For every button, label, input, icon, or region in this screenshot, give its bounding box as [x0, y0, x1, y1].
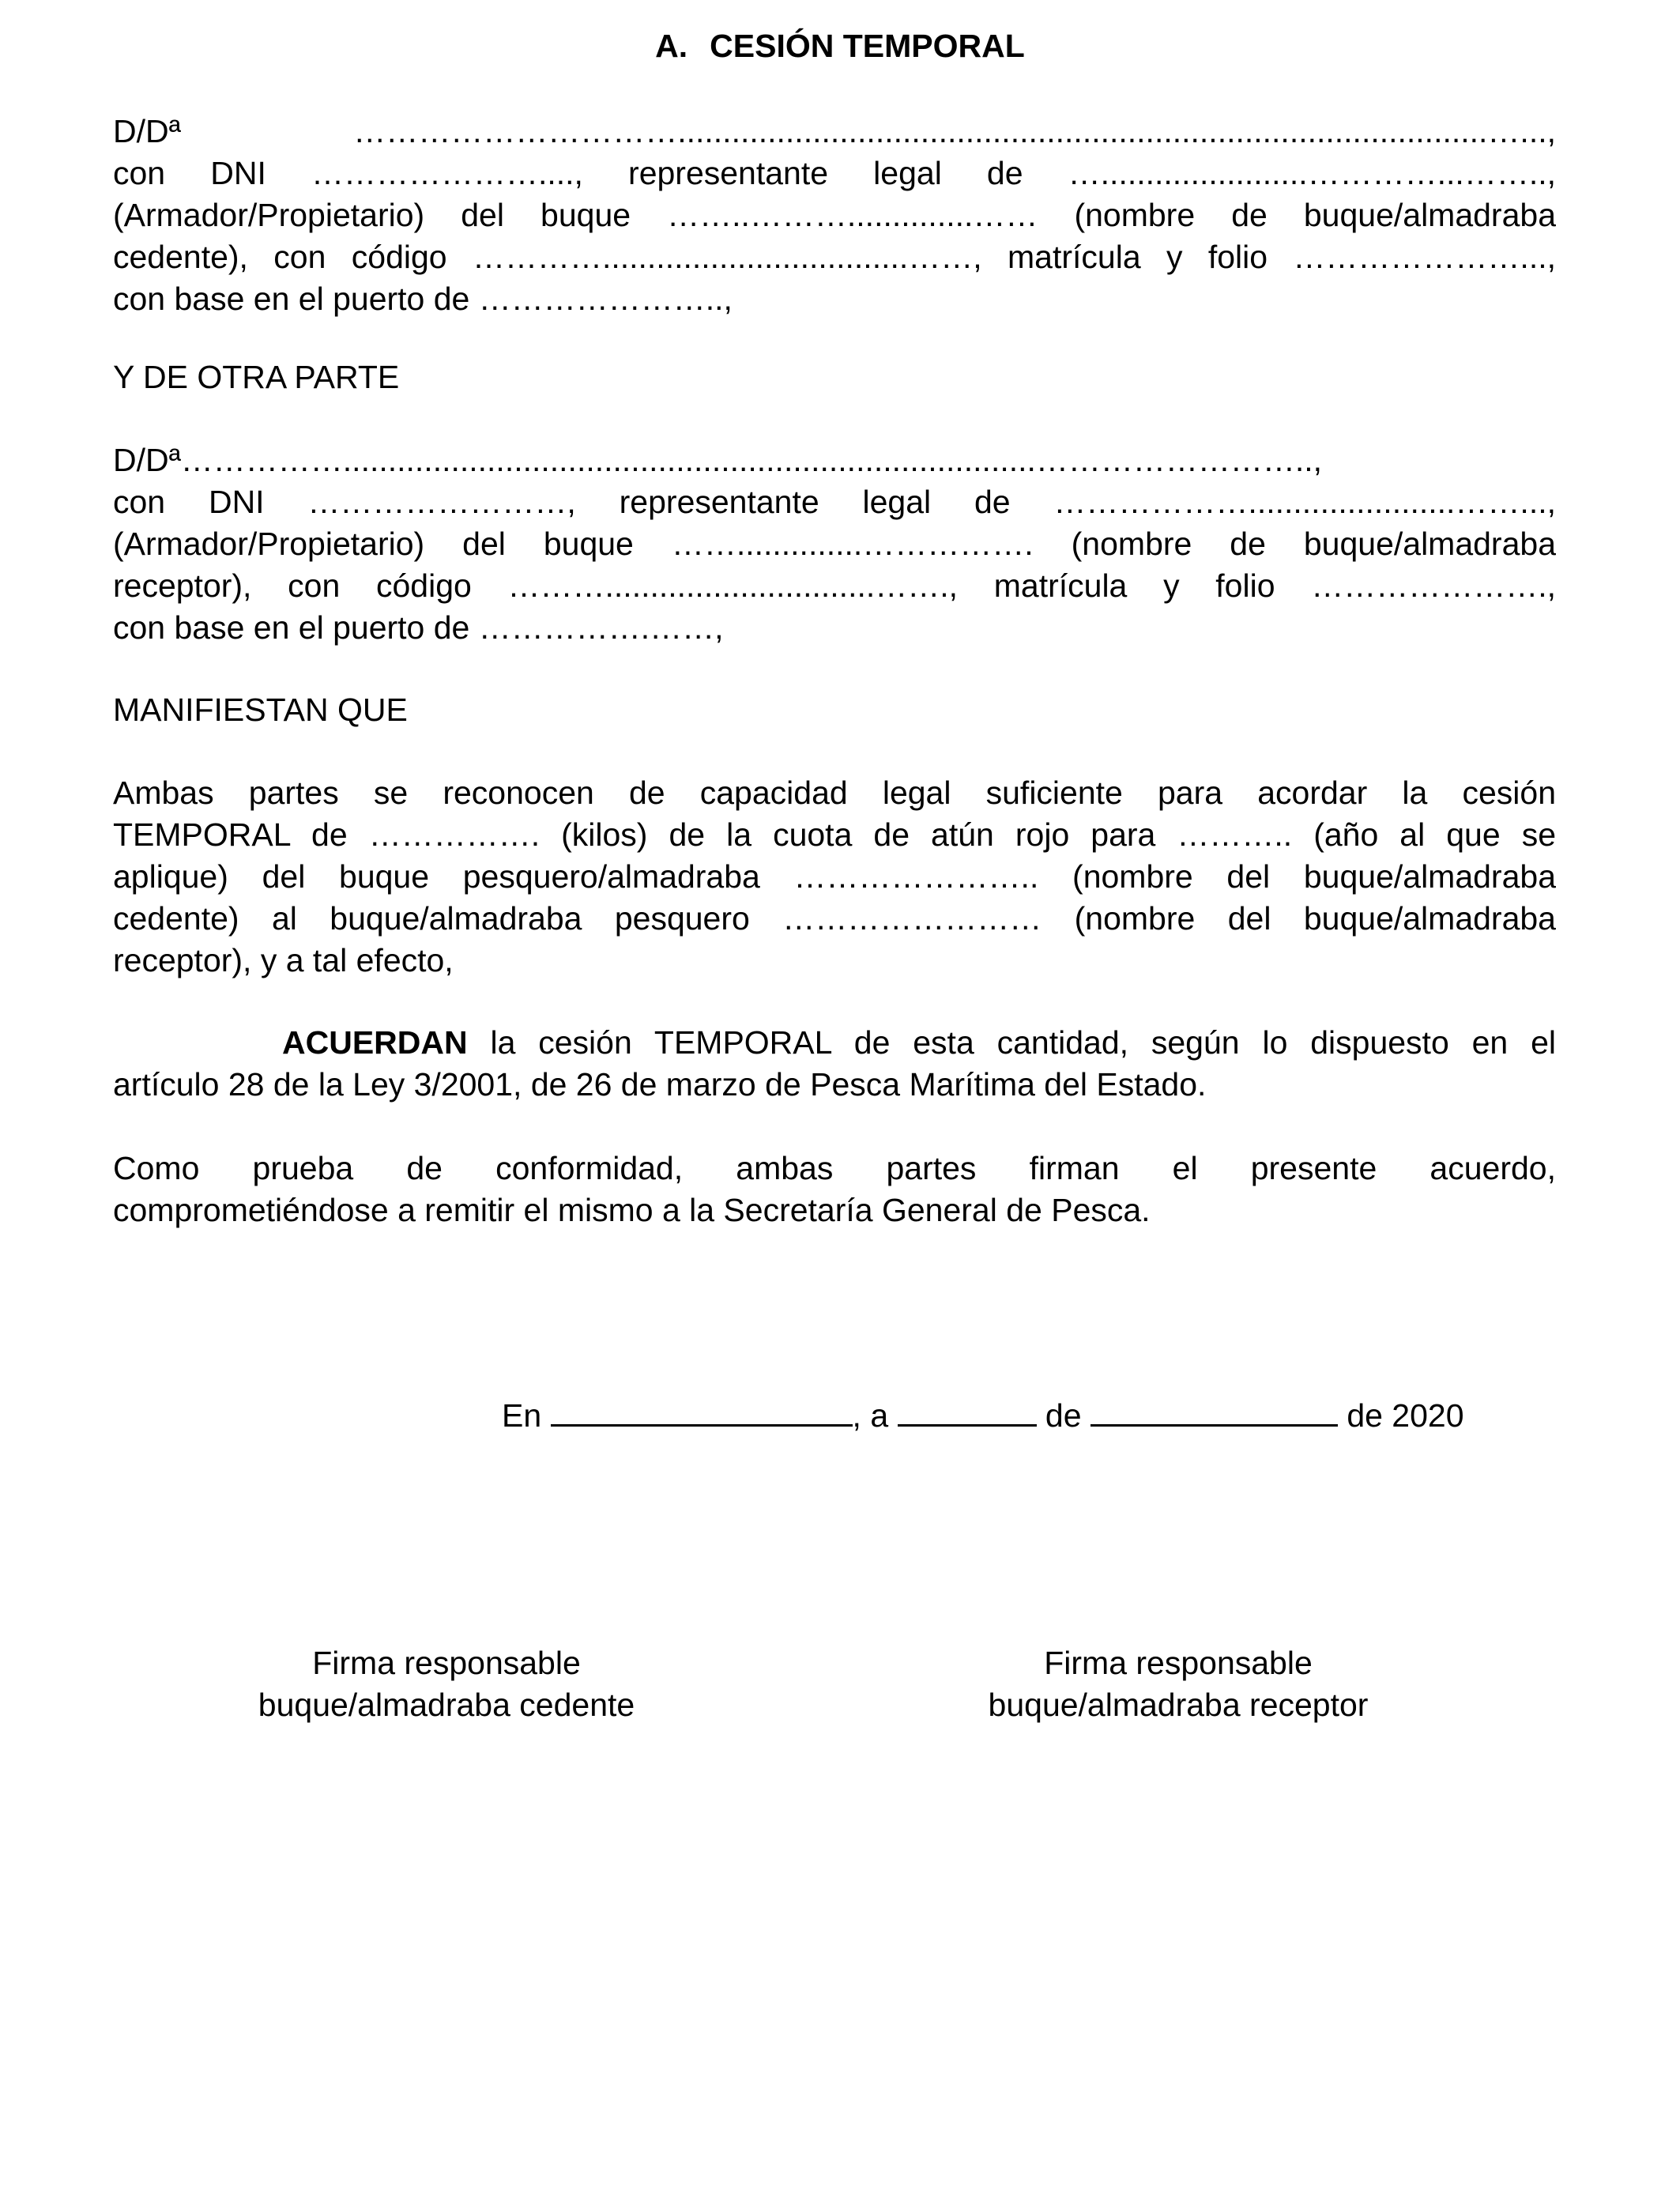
manifiestan-heading: MANIFIESTAN QUE [113, 692, 408, 728]
place-blank-field[interactable] [551, 1393, 853, 1427]
agreement-paragraph [113, 772, 1556, 982]
signature-cedente [205, 1642, 687, 1726]
party-cedente-block [113, 111, 1556, 320]
date-de: de [1036, 1397, 1090, 1434]
title-text: CESIÓN TEMPORAL [710, 28, 1025, 64]
party-receptor-line: receptor), con código ………..............................……., matrícula y folio …………………., [113, 567, 1556, 604]
acuerdan-line: artículo 28 de la Ley 3/2001, de 26 de marzo de Pesca Marítima del Estado. [113, 1066, 1207, 1103]
date-a: , a [852, 1397, 898, 1434]
signature-receptor-line2: buque/almadraba receptor [988, 1687, 1369, 1723]
day-blank-field[interactable] [898, 1393, 1037, 1427]
agreement-line: aplique) del buque pesquero/almadraba ………………….. (nombre del buque/almadraba [113, 858, 1556, 895]
signature-cedente-line2: buque/almadraba cedente [258, 1687, 635, 1723]
signature-receptor [937, 1642, 1419, 1726]
date-year: de 2020 [1337, 1397, 1464, 1434]
party-cedente-line: cedente), con código …………..................................……, matrícula y folio …………………..., [113, 239, 1556, 275]
date-prefix: En [502, 1397, 551, 1434]
other-party-heading-block [113, 356, 1556, 398]
date-line [502, 1393, 1464, 1438]
month-blank-field[interactable] [1090, 1393, 1338, 1427]
acuerdan-keyword: ACUERDAN [282, 1024, 468, 1061]
conformidad-paragraph [113, 1148, 1556, 1231]
acuerdan-line [113, 1022, 1556, 1064]
party-receptor-line: con base en el puerto de …………….……, [113, 609, 724, 646]
party-receptor-line: D/Dª…………….............................................................................…………………….., [113, 442, 1323, 478]
party-receptor-line: con DNI ……………………, representante legal de ……………….......................……..., [113, 484, 1556, 520]
conformidad-line: Como prueba de conformidad, ambas partes firman el presente acuerdo, [113, 1150, 1556, 1186]
party-cedente-line: (Armador/Propietario) del buque ……..………..............…… (nombre de buque/almadraba [113, 197, 1556, 233]
agreement-line: Ambas partes se reconocen de capacidad legal suficiente para acordar la cesión [113, 775, 1556, 811]
signature-cedente-line1: Firma responsable [312, 1645, 581, 1681]
agreement-line: TEMPORAL de ……………. (kilos) de la cuota de atún rojo para ……….. (año al que se [113, 816, 1556, 853]
title-section-letter: A. [655, 28, 688, 64]
conformidad-line: comprometiéndose a remitir el mismo a la Secretaría General de Pesca. [113, 1192, 1151, 1228]
other-party-heading: Y DE OTRA PARTE [113, 359, 400, 395]
acuerdan-paragraph [113, 1022, 1556, 1106]
agreement-line: receptor), y a tal efecto, [113, 942, 454, 978]
party-receptor-block [113, 439, 1556, 649]
party-cedente-line: con base en el puerto de ………………….., [113, 281, 733, 317]
signature-receptor-line1: Firma responsable [1044, 1645, 1313, 1681]
party-cedente-line: con DNI …………………...., representante legal de ….......................…………...…….., [113, 155, 1556, 191]
agreement-line: cedente) al buque/almadraba pesquero …………………… (nombre del buque/almadraba [113, 900, 1556, 937]
party-receptor-line: (Armador/Propietario) del buque ……..............……………. (nombre de buque/almadraba [113, 526, 1556, 562]
document-title [0, 24, 1680, 68]
acuerdan-line-rest: la cesión TEMPORAL de esta cantidad, según lo dispuesto en el [467, 1024, 1556, 1061]
party-cedente-line: D/Dª …………………………..........................................................................................…..., [113, 113, 1556, 149]
manifiestan-heading-block [113, 689, 1556, 731]
